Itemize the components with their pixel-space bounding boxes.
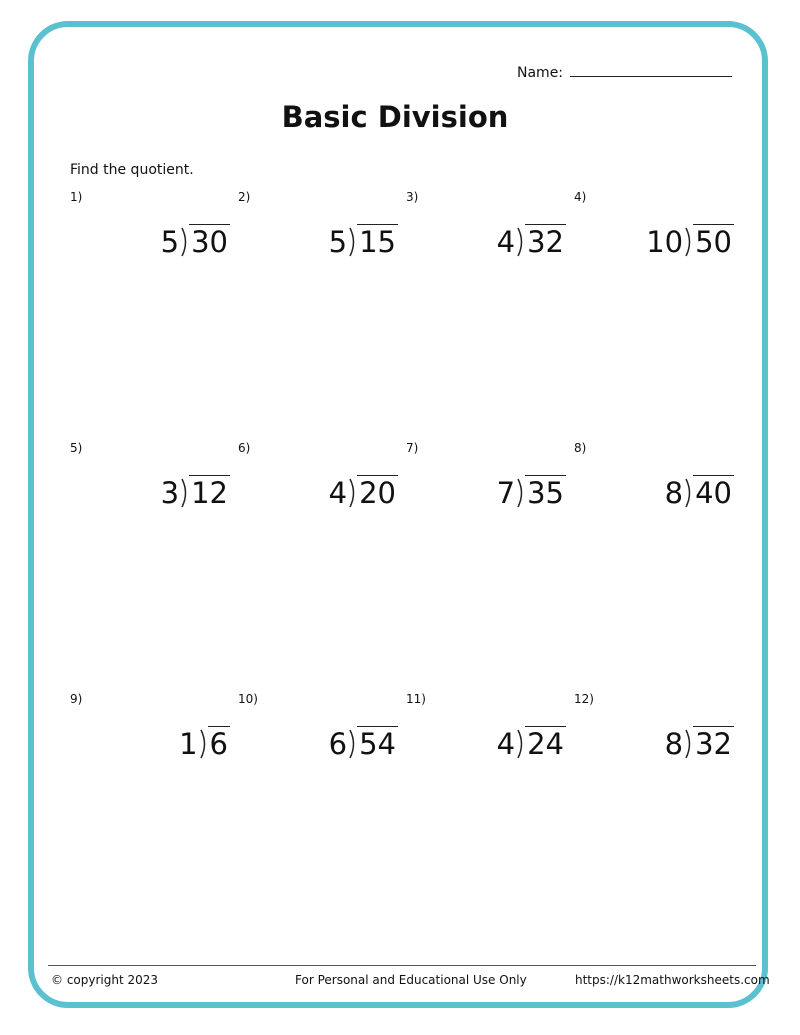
dividend: 30 <box>191 225 228 259</box>
problem-1 <box>70 190 230 300</box>
division-bracket <box>181 225 189 259</box>
divisor: 5 <box>328 225 348 259</box>
instructions: Find the quotient. <box>70 162 194 178</box>
dividend: 20 <box>359 476 396 510</box>
problem-2 <box>238 190 398 300</box>
divisor: 5 <box>160 225 180 259</box>
long-division <box>618 224 734 259</box>
division-bracket <box>517 727 525 761</box>
divisor: 3 <box>160 476 180 510</box>
division-bracket <box>685 727 693 761</box>
problem-12 <box>574 692 734 802</box>
problem-number: 3) <box>406 190 419 204</box>
long-division <box>450 726 566 761</box>
problem-6 <box>238 441 398 551</box>
divisor: 8 <box>664 476 684 510</box>
dividend: 35 <box>527 476 564 510</box>
long-division <box>450 475 566 510</box>
dividend: 32 <box>695 727 732 761</box>
worksheet-title: Basic Division <box>281 100 509 134</box>
footer-copyright: © copyright 2023 <box>51 973 159 987</box>
name-field[interactable] <box>517 62 732 81</box>
problem-9 <box>70 692 230 802</box>
division-bracket <box>517 476 525 510</box>
problem-number: 1) <box>70 190 83 204</box>
dividend: 50 <box>695 225 732 259</box>
divisor: 6 <box>328 727 348 761</box>
division-bracket <box>349 727 357 761</box>
name-label: Name: <box>517 65 568 81</box>
problem-8 <box>574 441 734 551</box>
problem-number: 8) <box>574 441 587 455</box>
footer-url[interactable]: https://k12mathworksheets.com <box>575 973 770 987</box>
problem-number: 9) <box>70 692 83 706</box>
divisor: 10 <box>646 225 684 259</box>
problem-3 <box>406 190 566 300</box>
dividend: 6 <box>209 727 228 761</box>
divisor: 8 <box>664 727 684 761</box>
problem-number: 10) <box>238 692 258 706</box>
divisor: 7 <box>496 476 516 510</box>
division-bracket <box>181 476 189 510</box>
long-division <box>114 224 230 259</box>
divisor: 4 <box>496 225 516 259</box>
dividend: 54 <box>359 727 396 761</box>
problem-4 <box>574 190 734 300</box>
dividend: 40 <box>695 476 732 510</box>
dividend: 12 <box>191 476 228 510</box>
problem-number: 6) <box>238 441 251 455</box>
dividend: 32 <box>527 225 564 259</box>
problem-number: 11) <box>406 692 426 706</box>
long-division <box>618 726 734 761</box>
footer-divider <box>48 965 756 966</box>
problem-number: 12) <box>574 692 594 706</box>
long-division <box>114 475 230 510</box>
problem-number: 5) <box>70 441 83 455</box>
division-bracket <box>349 476 357 510</box>
dividend: 15 <box>359 225 396 259</box>
problem-5 <box>70 441 230 551</box>
divisor: 4 <box>328 476 348 510</box>
problem-number: 2) <box>238 190 251 204</box>
name-blank-line[interactable] <box>570 62 732 77</box>
problem-number: 7) <box>406 441 419 455</box>
problem-11 <box>406 692 566 802</box>
division-bracket <box>685 225 693 259</box>
problem-10 <box>238 692 398 802</box>
long-division <box>282 475 398 510</box>
division-bracket <box>685 476 693 510</box>
division-bracket <box>517 225 525 259</box>
problem-7 <box>406 441 566 551</box>
problem-number: 4) <box>574 190 587 204</box>
footer-usage-note: For Personal and Educational Use Only <box>295 973 527 987</box>
long-division <box>282 224 398 259</box>
divisor: 4 <box>496 727 516 761</box>
division-bracket <box>200 727 208 761</box>
long-division <box>114 726 230 761</box>
long-division <box>450 224 566 259</box>
divisor: 1 <box>179 727 198 761</box>
dividend: 24 <box>527 727 564 761</box>
long-division <box>282 726 398 761</box>
long-division <box>618 475 734 510</box>
division-bracket <box>349 225 357 259</box>
